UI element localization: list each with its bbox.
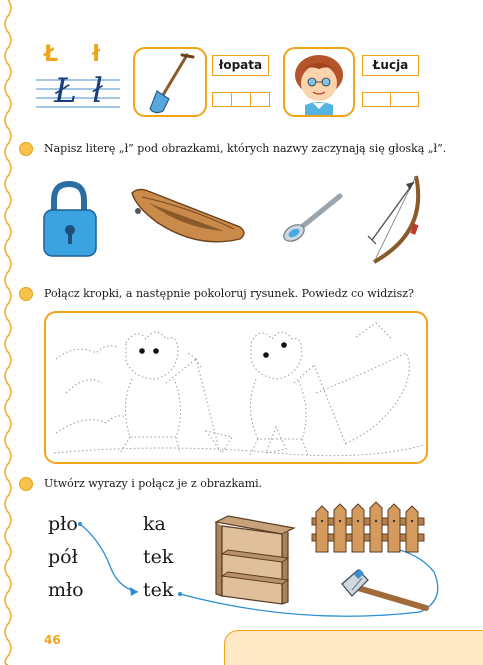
shelf-icon	[214, 514, 296, 606]
syllable-left-3: mło	[48, 579, 84, 601]
script-letter-uppercase: Ł	[54, 71, 77, 111]
syllable-right-2: tek	[143, 546, 174, 568]
instruction-1: Napisz literę „ł” pod obrazkami, których nazwy zaczynają się głoską „ł”.	[44, 142, 447, 155]
word-label-lucja: Łucja	[362, 55, 419, 76]
syllable-left-2: pół	[48, 546, 78, 568]
syllable-left-1: pło	[48, 513, 78, 535]
page-corner-tab	[224, 630, 483, 665]
syllable-right-3: tek	[143, 579, 174, 601]
letter-uppercase: Ł	[44, 42, 59, 67]
page-number: 46	[44, 633, 61, 647]
letter-lowercase: ł	[92, 42, 101, 67]
script-letter-lowercase: ł	[92, 71, 104, 111]
word-label-lopata: łopata	[212, 55, 269, 76]
syllable-right-1: ka	[143, 513, 166, 535]
fence-icon	[312, 502, 428, 554]
instruction-3: Utwórz wyrazy i połącz je z obrazkami.	[44, 477, 263, 490]
hammer-icon	[338, 566, 430, 614]
instruction-2: Połącz kropki, a następnie pokoloruj rysunek. Powiedz co widzisz?	[44, 287, 414, 300]
